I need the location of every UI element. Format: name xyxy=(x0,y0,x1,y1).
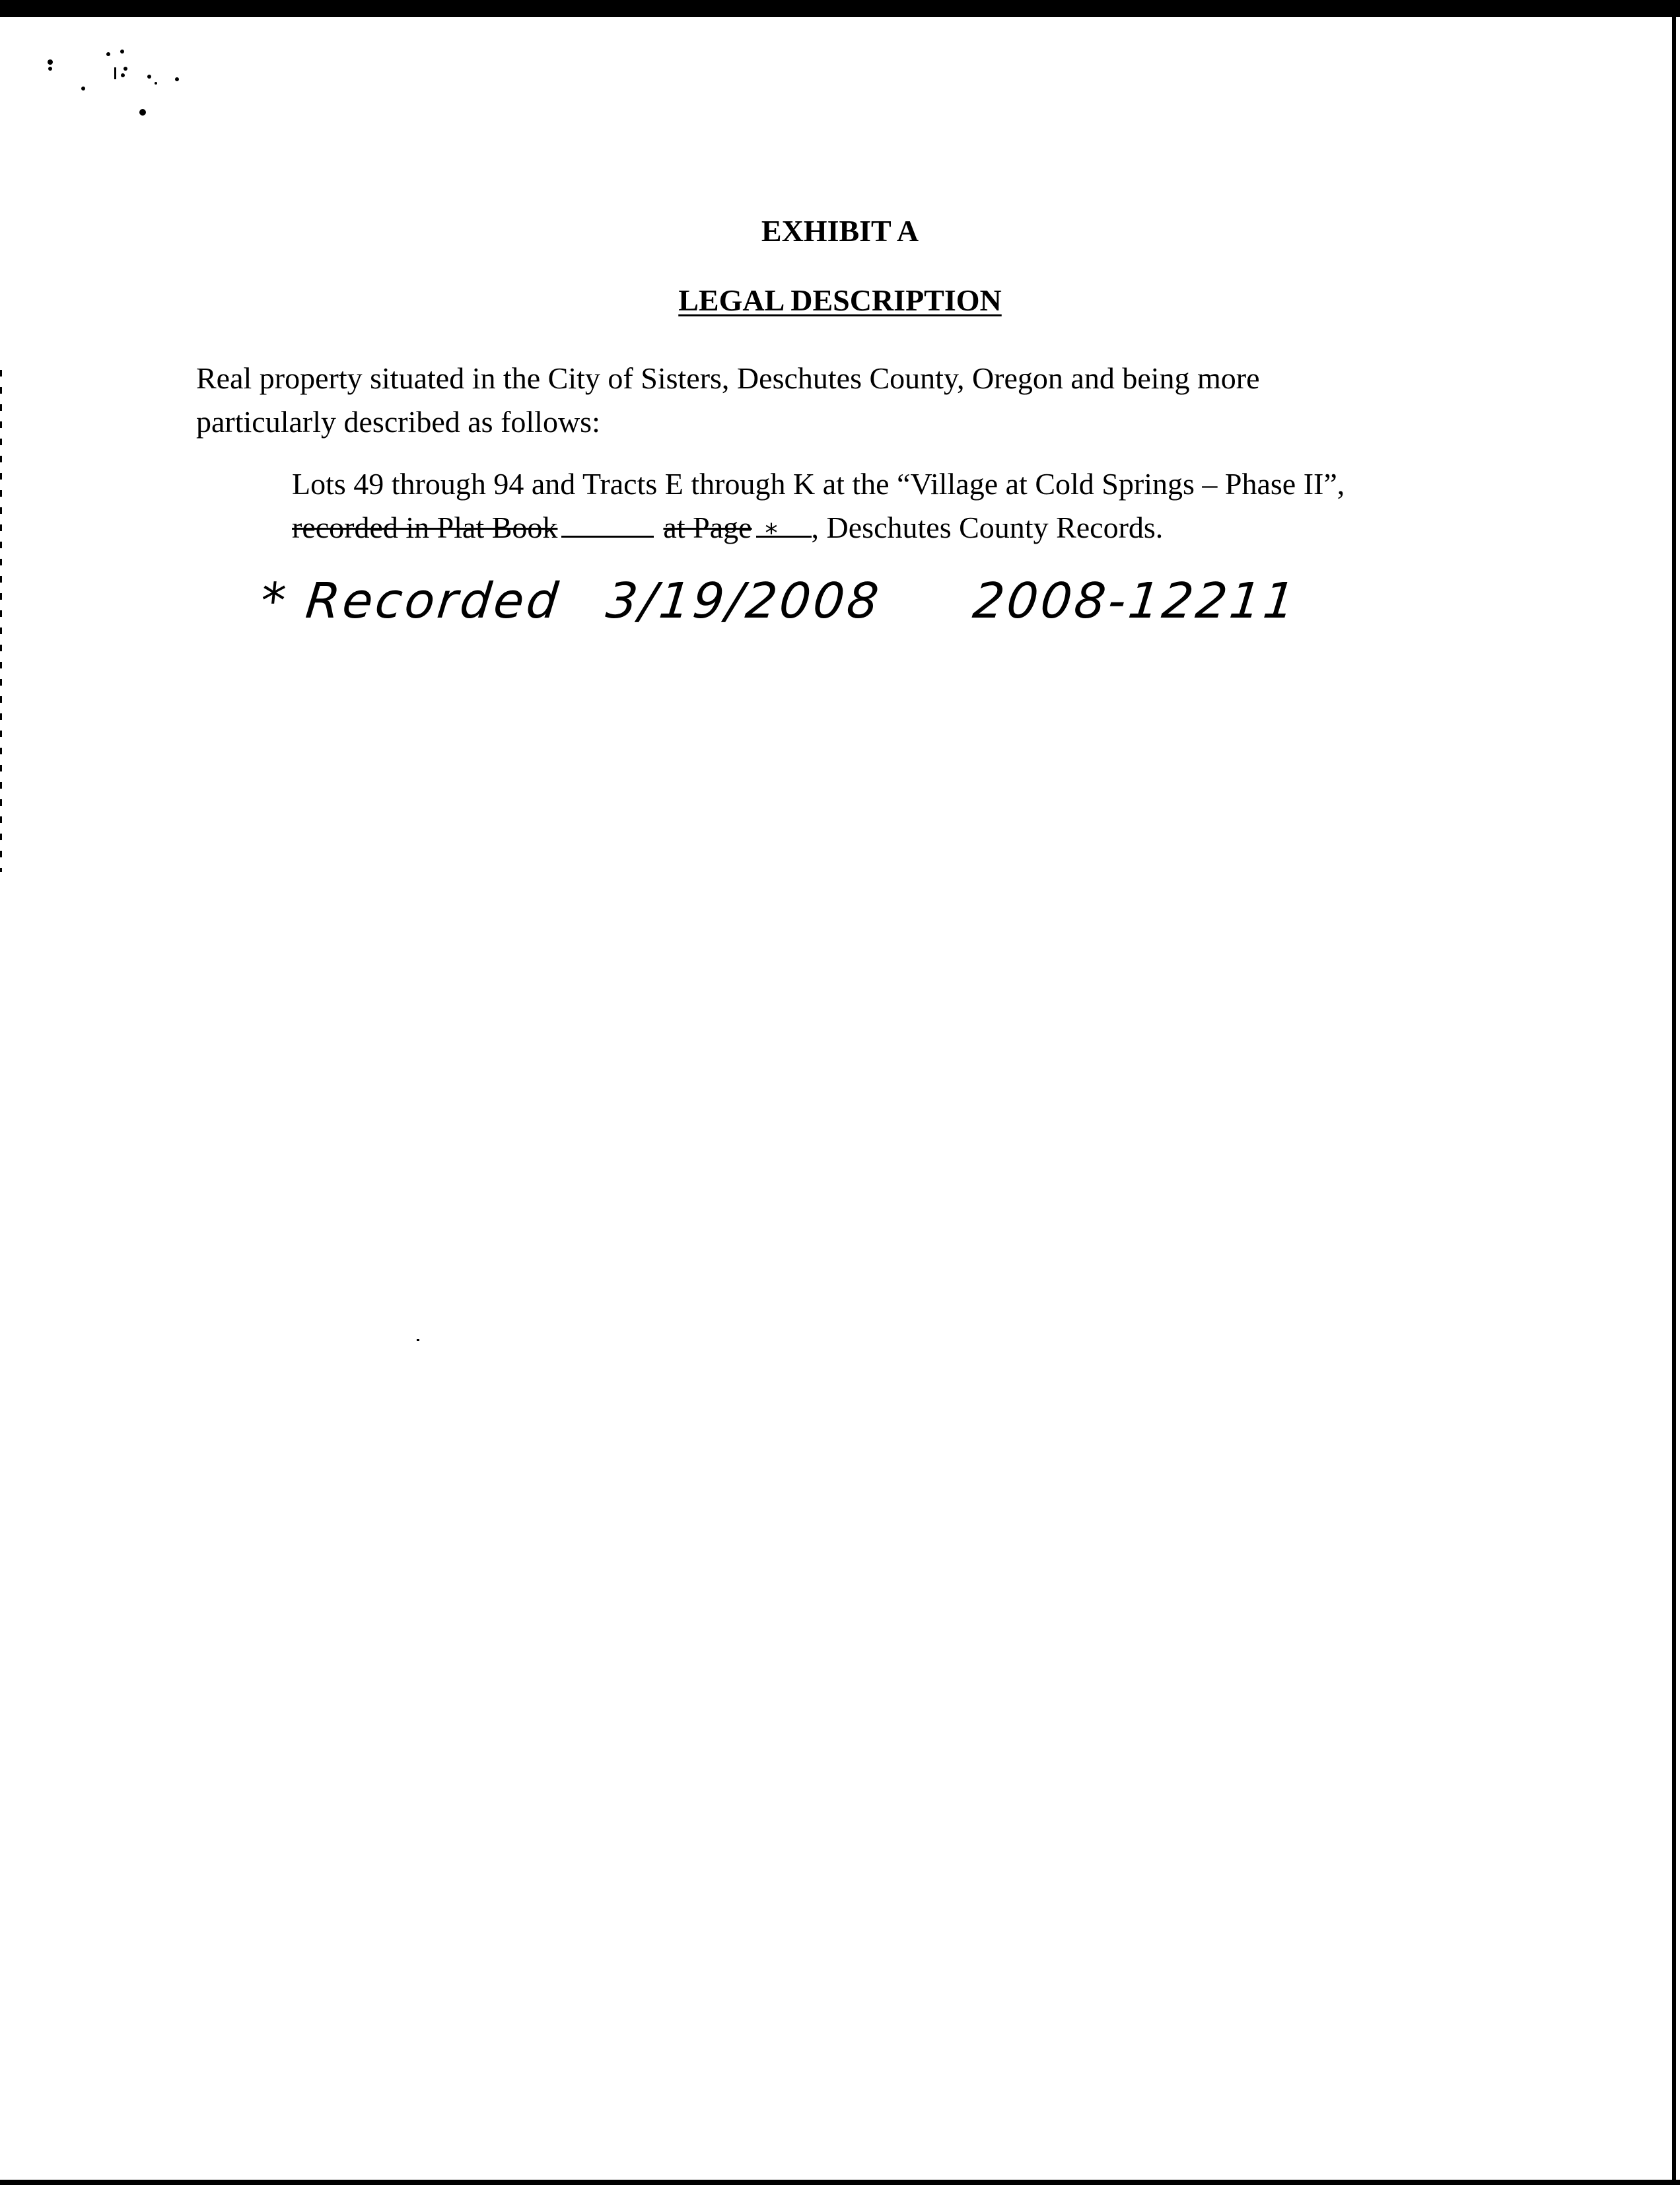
intro-paragraph xyxy=(196,357,1517,444)
scan-dot xyxy=(417,1339,419,1341)
intro-line-1: Real property situated in the City of Sisters, Deschutes County, Oregon and being more xyxy=(196,361,1260,395)
scan-border-top xyxy=(0,0,1680,17)
scan-border-right xyxy=(1672,17,1676,2185)
scan-speckles xyxy=(40,46,251,132)
struck-at-page: at Page xyxy=(663,511,752,544)
lots-description: Lots 49 through 94 and Tracts E through K at the “Village at Cold Springs – Phase II”, recorded in Plat Book at Page * , Deschutes County Records. xyxy=(292,467,1345,548)
legal-description-heading: LEGAL DESCRIPTION xyxy=(678,283,1002,317)
blank-line-book xyxy=(561,512,654,538)
records-suffix: , Deschutes County Records. xyxy=(811,511,1164,544)
note-number: 2008-12211 xyxy=(970,573,1300,629)
scan-edge-marks xyxy=(0,370,2,872)
scan-border-bottom xyxy=(0,2180,1680,2185)
note-label: Recorded xyxy=(303,573,563,629)
exhibit-title: EXHIBIT A xyxy=(761,214,919,248)
note-date: 3/19/2008 xyxy=(603,573,884,629)
handwritten-recording-note xyxy=(258,568,1301,634)
struck-plat-book: recorded in Plat Book xyxy=(292,511,558,544)
note-asterisk: * xyxy=(258,573,291,629)
intro-line-2: particularly described as follows: xyxy=(196,405,600,439)
lots-line: Lots 49 through 94 and Tracts E through K at the “Village at Cold Springs – Phase II”, xyxy=(292,467,1345,501)
blank-line-page xyxy=(756,512,812,538)
